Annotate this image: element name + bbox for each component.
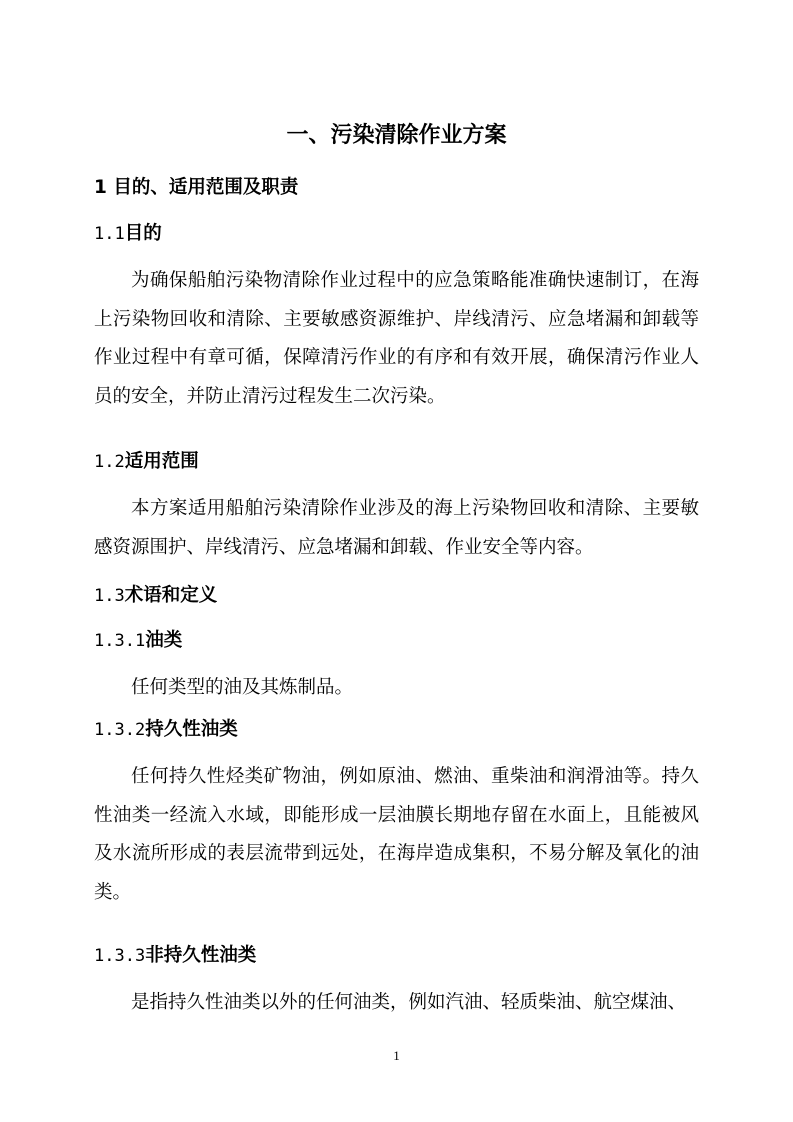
- page-number: 1: [393, 1048, 400, 1063]
- section-number: 1.3.2: [94, 720, 146, 740]
- section-number: 1.1: [94, 224, 125, 244]
- section-label: 目的: [124, 223, 162, 244]
- section-heading-1-2: [94, 448, 199, 476]
- paragraph-persistent-oil-definition: 任何持久性烃类矿物油，例如原油、燃油、重柴油和润滑油等。持久性油类一经流入水域，即能形成一层油膜长期地存留在水面上，且能被风及水流所形成的表层流带到远处，在海岸造成集积，不易分解及氧化的油类。: [94, 766, 699, 903]
- paragraph-scope: 本方案适用船舶污染清除作业涉及的海上污染物回收和清除、主要敏感资源围护、岸线清污、应急堵漏和卸载、作业安全等内容。: [94, 498, 699, 558]
- section-number: 1.3: [94, 586, 125, 606]
- section-label: 非持久性油类: [145, 945, 257, 966]
- paragraph-purpose: 为确保船舶污染物清除作业过程中的应急策略能准确快速制订，在海上污染物回收和清除、主要敏感资源维护、岸线清污、应急堵漏和卸载等作业过程中有章可循，保障清污作业的有序和有效开展，确保清污作业人员的安全，并防止清污过程发生二次污染。: [94, 270, 699, 407]
- section-heading-1: 1 目的、适用范围及职责: [94, 177, 299, 198]
- section-heading-1-3-1: [94, 627, 182, 655]
- section-label: 术语和定义: [124, 585, 218, 606]
- section-heading-1-3-3: [94, 942, 256, 970]
- paragraph-non-persistent-oil-definition: 是指持久性油类以外的任何油类，例如汽油、轻质柴油、航空煤油、: [131, 992, 687, 1013]
- section-number: 1.2: [94, 452, 125, 472]
- section-label: 持久性油类: [145, 719, 238, 740]
- section-number: 1.3.3: [94, 946, 146, 966]
- document-title: 一、污染清除作业方案: [286, 123, 507, 148]
- section-heading-1-1: [94, 220, 162, 248]
- section-label: 适用范围: [124, 451, 199, 472]
- section-heading-1-3-2: [94, 716, 238, 744]
- section-heading-1-3: [94, 582, 217, 610]
- section-number: 1.3.1: [94, 631, 146, 651]
- section-label: 油类: [145, 630, 183, 651]
- paragraph-oil-definition: 任何类型的油及其炼制品。: [131, 677, 354, 698]
